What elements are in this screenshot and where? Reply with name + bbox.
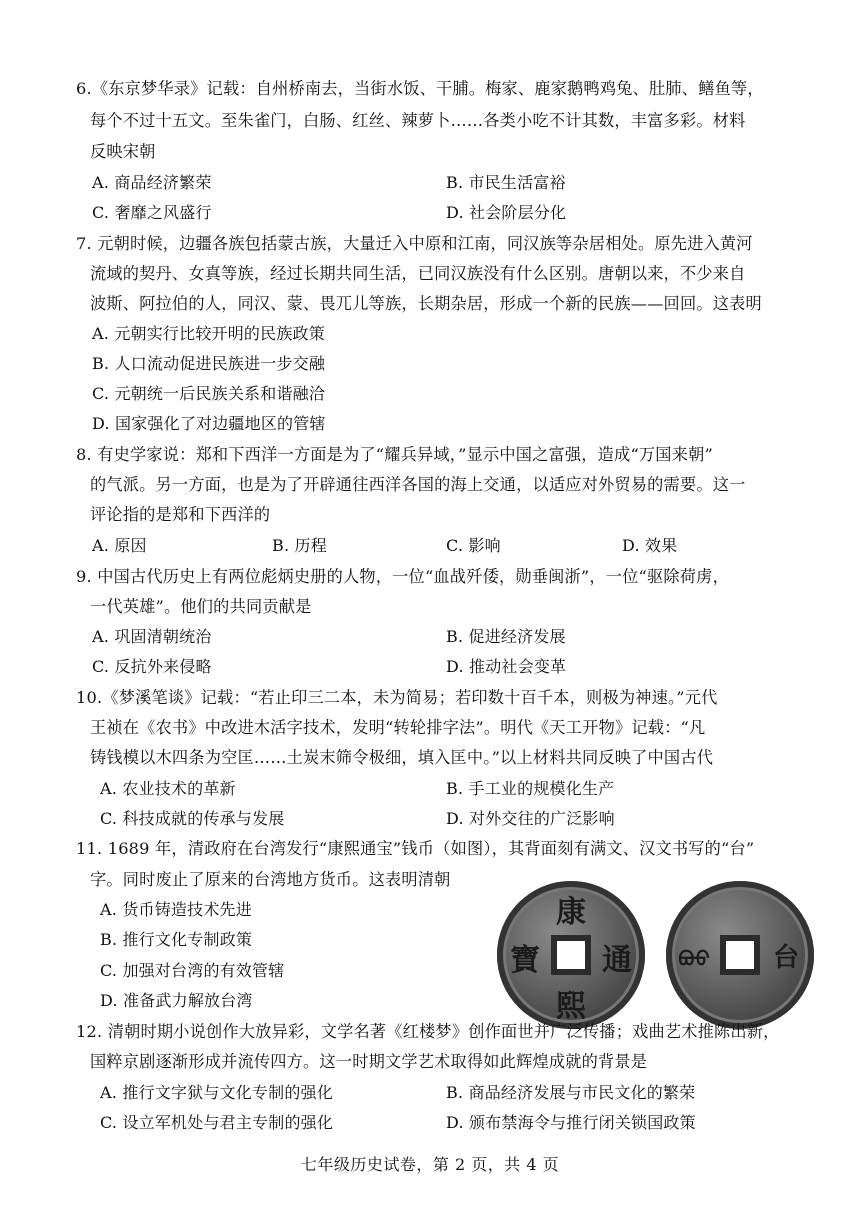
question-8-option-d[interactable]: D. 效果 xyxy=(622,536,678,555)
question-7-stem-line-2: 流域的契丹、女真等族，经过长期共同生活，已同汉族没有什么区别。唐朝以来，不少来自 xyxy=(90,264,746,283)
question-11-option-b[interactable]: B. 推行文化专制政策 xyxy=(100,930,253,949)
question-6-option-a[interactable]: A. 商品经济繁荣 xyxy=(92,173,212,192)
question-8-option-a[interactable]: A. 原因 xyxy=(92,536,147,555)
question-10-option-a[interactable]: A. 农业技术的革新 xyxy=(100,779,236,798)
question-8-option-b[interactable]: B. 历程 xyxy=(272,536,327,555)
question-11-stem-line-1: 11. 1689 年，清政府在台湾发行“康熙通宝”钱币（如图），其背面刻有满文、汉文书写的“台” xyxy=(76,839,755,858)
question-9-stem-line-1: 9. 中国古代历史上有两位彪炳史册的人物，一位“血战歼倭，勋垂闽浙”，一位“驱除荷虏， xyxy=(76,567,729,586)
question-8-stem-line-3: 评论指的是郑和下西洋的 xyxy=(90,505,271,524)
question-6-stem-line-3: 反映宋朝 xyxy=(90,142,156,161)
question-11-option-c[interactable]: C. 加强对台湾的有效管辖 xyxy=(100,961,285,980)
question-8-stem-line-2: 的气派。另一方面，也是为了开辟通往西洋各国的海上交通，以适应对外贸易的需要。这一 xyxy=(90,475,746,494)
question-11-option-d[interactable]: D. 准备武力解放台湾 xyxy=(100,991,253,1010)
question-7-option-c[interactable]: C. 元朝统一后民族关系和谐融洽 xyxy=(92,384,326,403)
question-12-stem-line-1: 12. 清朝时期小说创作大放异彩，文学名著《红楼梦》创作面世并广泛传播；戏曲艺术推陈出新， xyxy=(76,1022,780,1041)
question-7-option-b[interactable]: B. 人口流动促进民族进一步交融 xyxy=(92,354,326,373)
kangxi-coin-front-image xyxy=(497,881,645,1029)
coin-back-tai-char: 台 xyxy=(772,943,799,973)
question-10-stem-line-3: 铸钱模以木四条为空匡……土炭末筛令极细，填入匡中。”以上材料共同反映了中国古代 xyxy=(90,748,714,767)
coin-front-right-char: 通 xyxy=(602,943,632,978)
question-7-option-d[interactable]: D. 国家强化了对边疆地区的管辖 xyxy=(92,414,326,433)
question-7-stem-line-1: 7. 元朝时候，边疆各族包括蒙古族，大量迁入中原和江南，同汉族等杂居相处。原先进入黄河 xyxy=(76,234,753,253)
question-6-option-d[interactable]: D. 社会阶层分化 xyxy=(446,203,567,222)
question-12-option-b[interactable]: B. 商品经济发展与市民文化的繁荣 xyxy=(446,1083,696,1102)
question-7-option-a[interactable]: A. 元朝实行比较开明的民族政策 xyxy=(92,324,325,343)
question-12-option-c[interactable]: C. 设立军机处与君主专制的强化 xyxy=(100,1113,334,1132)
question-6-option-b[interactable]: B. 市民生活富裕 xyxy=(446,173,566,192)
question-8-option-c[interactable]: C. 影响 xyxy=(446,536,501,555)
question-12-stem-line-2: 国粹京剧逐渐形成并流传四方。这一时期文学艺术取得如此辉煌成就的背景是 xyxy=(90,1052,648,1071)
question-9-option-b[interactable]: B. 促进经济发展 xyxy=(446,627,566,646)
coin-front-square-hole xyxy=(551,935,591,975)
question-10-option-b[interactable]: B. 手工业的规模化生产 xyxy=(446,779,615,798)
question-6-stem-line-1: 6.《东京梦华录》记载：自州桥南去，当街水饭、干脯。梅家、鹿家鹅鸭鸡兔、肚肺、鳝鱼等， xyxy=(76,79,764,98)
question-8-stem-line-1: 8. 有史学家说：郑和下西洋一方面是为了“耀兵异域，”显示中国之富强，造成“万国来朝” xyxy=(76,445,713,464)
kangxi-coin-back-image xyxy=(666,881,814,1029)
coin-back-square-hole xyxy=(720,935,760,975)
question-10-stem-line-1: 10.《梦溪笔谈》记载：“若止印三二本，未为简易；若印数十百千本，则极为神速。”元代 xyxy=(76,688,718,707)
question-10-option-c[interactable]: C. 科技成就的传承与发展 xyxy=(100,809,285,828)
question-11-option-a[interactable]: A. 货币铸造技术先进 xyxy=(100,900,252,919)
question-9-option-a[interactable]: A. 巩固清朝统治 xyxy=(92,627,212,646)
question-10-option-d[interactable]: D. 对外交往的广泛影响 xyxy=(446,809,615,828)
question-6-stem-line-2: 每个不过十五文。至朱雀门，白肠、红丝、辣萝卜……各类小吃不计其数，丰富多彩。材料 xyxy=(90,111,746,130)
question-9-stem-line-2: 一代英雄”。他们的共同贡献是 xyxy=(90,597,312,616)
question-10-stem-line-2: 王祯在《农书》中改进木活字技术，发明“转轮排字法”。明代《天工开物》记载：“凡 xyxy=(90,718,706,737)
coin-front-top-char: 康 xyxy=(556,895,586,930)
coin-front-bottom-char: 熙 xyxy=(556,989,586,1024)
question-9-option-c[interactable]: C. 反抗外来侵略 xyxy=(92,657,212,676)
question-12-option-d[interactable]: D. 颁布禁海令与推行闭关锁国政策 xyxy=(446,1113,696,1132)
question-7-stem-line-3: 波斯、阿拉伯的人，同汉、蒙、畏兀儿等族，长期杂居，形成一个新的民族——回回。这表明 xyxy=(90,294,762,313)
coin-front-left-char: 寶 xyxy=(510,943,540,978)
question-9-option-d[interactable]: D. 推动社会变革 xyxy=(446,657,567,676)
page-footer: 七年级历史试卷，第 2 页，共 4 页 xyxy=(300,1155,560,1174)
question-11-stem-line-2: 字。同时废止了原来的台湾地方货币。这表明清朝 xyxy=(90,870,451,889)
question-12-option-a[interactable]: A. 推行文字狱与文化专制的强化 xyxy=(100,1083,333,1102)
coin-back-manchu-char: ᠪᠣᠣ xyxy=(678,947,710,971)
question-6-option-c[interactable]: C. 奢靡之风盛行 xyxy=(92,203,212,222)
